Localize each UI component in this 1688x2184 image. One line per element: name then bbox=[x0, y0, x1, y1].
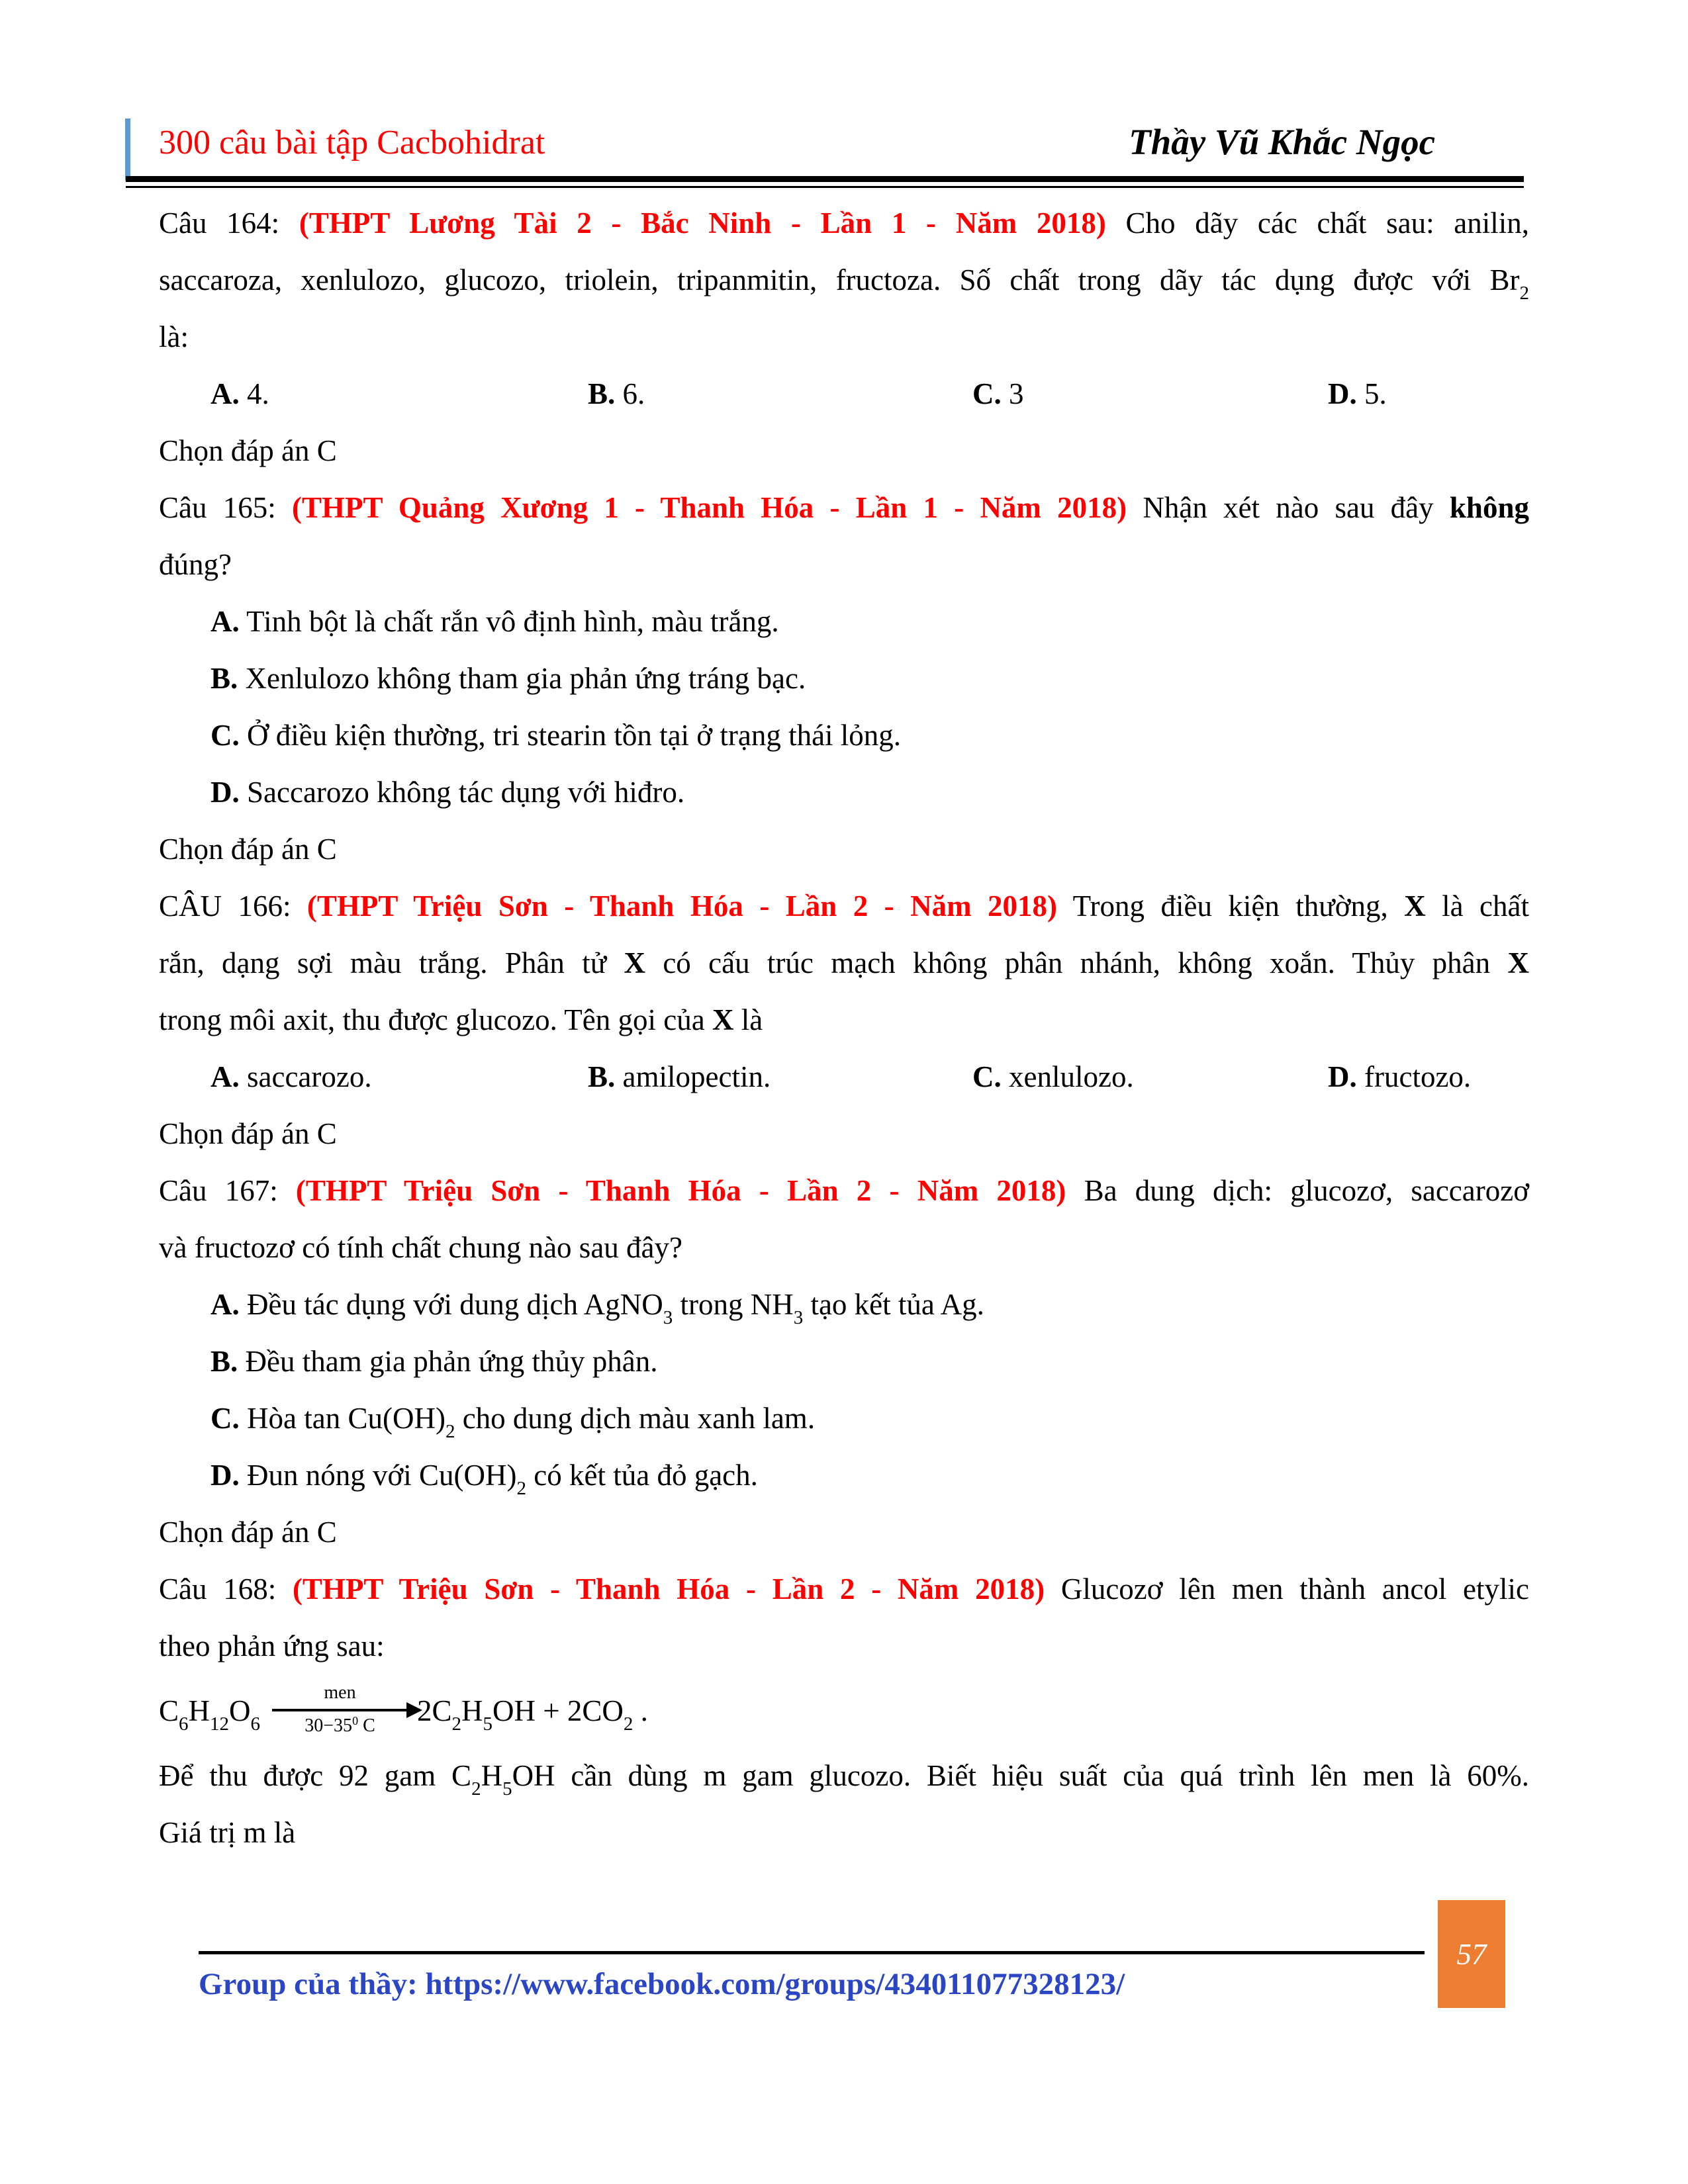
document-body bbox=[159, 195, 1529, 1861]
header-rule bbox=[126, 176, 1524, 188]
text-segment: C bbox=[358, 1715, 375, 1736]
text-segment: C. bbox=[211, 719, 240, 752]
text-segment: Chọn đáp án C bbox=[159, 1117, 337, 1150]
text-segment: 4. bbox=[239, 377, 269, 410]
text-segment: 6 bbox=[250, 1713, 261, 1735]
footer-text bbox=[199, 1963, 1125, 2005]
text-segment: . bbox=[633, 1694, 648, 1727]
text-segment: Câu 168: bbox=[159, 1572, 293, 1606]
arrow-condition-top bbox=[272, 1682, 408, 1704]
text-segment: Ba dung dịch: glucozơ, saccarozơ bbox=[1066, 1174, 1529, 1207]
text-segment: Xenlulozo không tham gia phản ứng tráng bạc. bbox=[238, 662, 806, 695]
text-segment: Câu 164: bbox=[159, 206, 299, 240]
footer-group-label: Group của thầy: bbox=[199, 1967, 426, 2001]
text-segment: 2 bbox=[1519, 283, 1529, 304]
answer-line bbox=[159, 422, 1529, 479]
text-segment: 3 bbox=[1001, 377, 1024, 410]
text-segment: X bbox=[1404, 889, 1426, 923]
text-segment: Câu 167: bbox=[159, 1174, 296, 1207]
reaction-arrow bbox=[272, 1682, 408, 1737]
text-segment: OH cần dùng m gam glucozo. Biết hiệu suất của quá trình lên men là 60%. bbox=[512, 1759, 1529, 1792]
text-segment: 12 bbox=[210, 1713, 230, 1735]
text-segment: Nhận xét nào sau đây bbox=[1127, 491, 1450, 524]
text-segment: amilopectin. bbox=[615, 1060, 771, 1093]
option-c bbox=[972, 1048, 1134, 1105]
text-segment: C. bbox=[972, 377, 1002, 410]
text-segment: Trong điều kiện thường, bbox=[1057, 889, 1405, 923]
header-title: 300 câu bài tập Cacbohidrat bbox=[159, 124, 545, 161]
options-row bbox=[159, 1048, 1529, 1105]
text-segment: A. bbox=[211, 1060, 240, 1093]
text-segment: là bbox=[733, 1003, 763, 1036]
text-segment: có cấu trúc mạch không phân nhánh, không xoắn. Thủy phân bbox=[645, 946, 1508, 979]
option-line bbox=[159, 707, 1529, 764]
text-segment: xenlulozo. bbox=[1001, 1060, 1134, 1093]
option-d bbox=[1328, 1048, 1471, 1105]
text-segment: Glucozơ lên men thành ancol etylic bbox=[1045, 1572, 1529, 1606]
question-source: (THPT Lương Tài 2 - Bắc Ninh - Lần 1 - Năm 2018) bbox=[299, 206, 1106, 240]
text-segment: 30−35 bbox=[305, 1715, 353, 1736]
text-segment: Cho dãy các chất sau: anilin, bbox=[1105, 206, 1529, 240]
text-segment: Ở điều kiện thường, tri stearin tồn tại ở trạng thái lỏng. bbox=[239, 719, 902, 752]
question-line bbox=[159, 1561, 1529, 1617]
text-segment: D. bbox=[1328, 1060, 1357, 1093]
question-source: (THPT Quảng Xương 1 - Thanh Hóa - Lần 1 - Năm 2018) bbox=[291, 491, 1127, 524]
footer-rule bbox=[199, 1951, 1425, 1954]
option-a bbox=[211, 365, 269, 422]
text-segment: không bbox=[1449, 491, 1529, 524]
text-segment: OH + 2CO bbox=[492, 1694, 624, 1727]
reaction-equation bbox=[159, 1674, 1529, 1747]
text-segment: 2 bbox=[445, 1421, 455, 1442]
text-segment: B. bbox=[211, 662, 238, 695]
answer-line bbox=[159, 1504, 1529, 1561]
question-line bbox=[159, 479, 1529, 536]
text-segment: Đều tác dụng với dung dịch AgNO bbox=[239, 1288, 663, 1321]
text-segment: đúng? bbox=[159, 548, 232, 581]
text-segment: có kết tủa đỏ gạch. bbox=[526, 1459, 758, 1492]
text-segment: Để thu được 92 gam C bbox=[159, 1759, 472, 1792]
text-segment: là: bbox=[159, 320, 189, 353]
answer-line bbox=[159, 1105, 1529, 1162]
text-segment: H bbox=[461, 1694, 483, 1727]
text-segment: Chọn đáp án C bbox=[159, 1516, 337, 1549]
text-segment: D. bbox=[211, 1459, 240, 1492]
text-segment: A. bbox=[211, 1288, 240, 1321]
option-line bbox=[159, 1447, 1529, 1504]
question-line bbox=[159, 1747, 1529, 1804]
text-segment: Chọn đáp án C bbox=[159, 434, 337, 467]
text-segment: B. bbox=[588, 377, 616, 410]
arrow-condition-bottom bbox=[272, 1715, 408, 1737]
question-line bbox=[159, 536, 1529, 593]
page-number: 57 bbox=[1456, 1937, 1487, 1971]
question-line bbox=[159, 1617, 1529, 1674]
option-line bbox=[159, 650, 1529, 707]
text-segment: 2C bbox=[417, 1694, 452, 1727]
text-segment: 5 bbox=[502, 1778, 512, 1799]
option-line bbox=[159, 1333, 1529, 1390]
text-segment: và fructozơ có tính chất chung nào sau đây? bbox=[159, 1231, 682, 1264]
question-line bbox=[159, 991, 1529, 1048]
text-segment: D. bbox=[211, 776, 240, 809]
text-segment: cho dung dịch màu xanh lam. bbox=[455, 1402, 816, 1435]
question-line bbox=[159, 934, 1529, 991]
text-segment: men bbox=[324, 1682, 356, 1703]
text-segment: H bbox=[188, 1694, 211, 1727]
text-segment: 6. bbox=[615, 377, 645, 410]
text-segment: 5 bbox=[483, 1713, 493, 1735]
text-segment: Câu 165: bbox=[159, 491, 292, 524]
header-accent-bar bbox=[125, 118, 130, 181]
text-segment: fructozo. bbox=[1356, 1060, 1472, 1093]
text-segment: A. bbox=[211, 377, 240, 410]
question-line bbox=[159, 195, 1529, 251]
text-segment: Giá trị m là bbox=[159, 1816, 296, 1849]
question-line bbox=[159, 878, 1529, 934]
text-segment: C. bbox=[972, 1060, 1002, 1093]
question-line bbox=[159, 1162, 1529, 1219]
options-row bbox=[159, 365, 1529, 422]
question-line bbox=[159, 1804, 1529, 1861]
text-segment: 2 bbox=[451, 1713, 462, 1735]
option-a bbox=[211, 1048, 372, 1105]
question-source: (THPT Triệu Sơn - Thanh Hóa - Lần 2 - Năm 2018) bbox=[292, 1572, 1045, 1606]
text-segment: 2 bbox=[516, 1478, 527, 1499]
arrow-shaft bbox=[272, 1709, 408, 1711]
option-line bbox=[159, 1276, 1529, 1333]
text-segment: saccaroza, xenlulozo, glucozo, triolein, tripanmitin, fructoza. Số chất trong dãy tác dụng được với Br bbox=[159, 263, 1520, 296]
text-segment: B. bbox=[588, 1060, 616, 1093]
text-segment: rắn, dạng sợi màu trắng. Phân tử bbox=[159, 946, 624, 979]
text-segment: Đun nóng với Cu(OH) bbox=[239, 1459, 517, 1492]
question-line bbox=[159, 308, 1529, 365]
text-segment: 0 bbox=[352, 1713, 359, 1727]
header-author: Thầy Vũ Khắc Ngọc bbox=[1129, 122, 1435, 162]
text-segment: X bbox=[712, 1003, 734, 1036]
text-segment: 5. bbox=[1356, 377, 1387, 410]
option-b bbox=[588, 365, 645, 422]
text-segment: 2 bbox=[623, 1713, 633, 1735]
text-segment: H bbox=[481, 1759, 503, 1792]
page-number-box bbox=[1438, 1900, 1505, 2008]
text-segment: O bbox=[229, 1694, 251, 1727]
text-segment: Đều tham gia phản ứng thủy phân. bbox=[238, 1345, 658, 1378]
text-segment: B. bbox=[211, 1345, 238, 1378]
text-segment: Saccarozo không tác dụng với hiđro. bbox=[239, 776, 685, 809]
text-segment: 3 bbox=[663, 1307, 673, 1328]
text-segment: 3 bbox=[793, 1307, 804, 1328]
option-line bbox=[159, 593, 1529, 650]
option-c bbox=[972, 365, 1024, 422]
text-segment: C bbox=[159, 1694, 179, 1727]
text-segment: C. bbox=[211, 1402, 240, 1435]
text-segment: A. bbox=[211, 605, 240, 638]
question-line bbox=[159, 251, 1529, 308]
text-segment: trong NH bbox=[673, 1288, 794, 1321]
text-segment: Chọn đáp án C bbox=[159, 833, 337, 866]
text-segment: 2 bbox=[471, 1778, 481, 1799]
text-segment: Tinh bột là chất rắn vô định hình, màu trắng. bbox=[239, 605, 779, 638]
option-d bbox=[1328, 365, 1387, 422]
option-line bbox=[159, 1390, 1529, 1447]
text-segment: là chất bbox=[1425, 889, 1529, 923]
text-segment: trong môi axit, thu được glucozo. Tên gọi của bbox=[159, 1003, 712, 1036]
option-line bbox=[159, 764, 1529, 821]
question-source: (THPT Triệu Sơn - Thanh Hóa - Lần 2 - Năm 2018) bbox=[306, 889, 1058, 923]
text-segment: tạo kết tủa Ag. bbox=[803, 1288, 984, 1321]
text-segment: Hòa tan Cu(OH) bbox=[239, 1402, 445, 1435]
question-source: (THPT Triệu Sơn - Thanh Hóa - Lần 2 - Năm 2018) bbox=[295, 1174, 1066, 1207]
text-segment: X bbox=[624, 946, 645, 979]
option-b bbox=[588, 1048, 771, 1105]
text-segment: saccarozo. bbox=[239, 1060, 372, 1093]
text-segment: X bbox=[1507, 946, 1529, 979]
text-segment: D. bbox=[1328, 377, 1357, 410]
question-line bbox=[159, 1219, 1529, 1276]
text-segment: 6 bbox=[179, 1713, 189, 1735]
answer-line bbox=[159, 821, 1529, 878]
text-segment: CÂU 166: bbox=[159, 889, 307, 923]
facebook-group-link[interactable]: https://www.facebook.com/groups/434011077328123/ bbox=[425, 1967, 1125, 2001]
text-segment: theo phản ứng sau: bbox=[159, 1629, 385, 1662]
